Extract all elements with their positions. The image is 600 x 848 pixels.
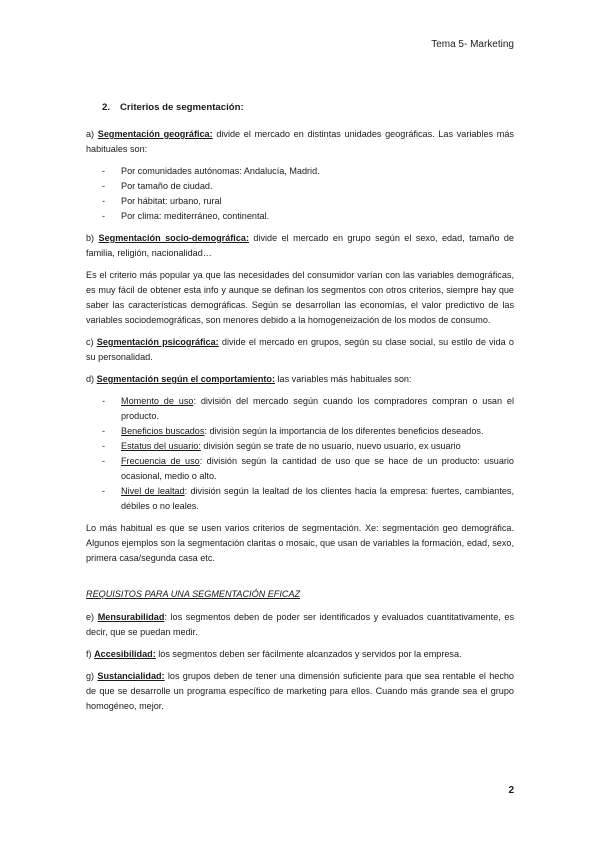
requisito-e-term: Mensurabilidad (97, 612, 165, 622)
list-item: - Por tamaño de ciudad. (86, 179, 514, 194)
requisito-e-text: : los segmentos deben de poder ser identificados y evaluados cuantitativamente, es decir, que se puedan medir. (86, 612, 514, 637)
criterion-a (86, 127, 514, 157)
criterion-d-list (86, 394, 514, 514)
list-item (86, 394, 514, 424)
criterion-d (86, 372, 514, 387)
document-body (86, 100, 514, 721)
criterion-b (86, 231, 514, 261)
criterion-c (86, 335, 514, 365)
list-item (86, 424, 514, 439)
criterion-a-term: Segmentación geográfica: (97, 129, 213, 139)
list-item-text: división según se trate de no usuario, nuevo usuario, ex usuario (200, 441, 461, 451)
list-item-text: : división según la cantidad de uso que se hace de un producto: usuario ocasional, medio o alto. (121, 456, 514, 481)
page-header: Tema 5- Marketing (431, 39, 514, 50)
list-item (86, 484, 514, 514)
criterion-d-prefix: d) (86, 374, 97, 384)
requisito-g-text: los grupos deben de tener una dimensión suficiente para que sea rentable el hecho de que se desarrolle un programa específico de marketing para ellos. Cuando más grande sea el grupo homogéneo, mejor. (86, 671, 514, 711)
criterion-d-text: las variables más habituales son: (275, 374, 412, 384)
list-item: - Por clima: mediterráneo, continental. (86, 209, 514, 224)
list-item-text: : división del mercado según cuando los compradores compran o usan el producto. (121, 396, 514, 421)
criterion-d-paragraph: Lo más habitual es que se usen varios criterios de segmentación. Xe: segmentación geo demográfica. Algunos ejemplos son la segmentación claritas o mosaic, que usan de variables la formación, edad, sexo, primera casa/segunda casa etc. (86, 523, 514, 563)
list-item-term: Beneficios buscados (121, 426, 205, 436)
section-title-text: Criterios de segmentación: (120, 102, 244, 113)
criterion-a-prefix: a) (86, 129, 98, 139)
criterion-d-term: Segmentación según el comportamiento: (96, 374, 275, 384)
list-item-term: Nivel de lealtad (121, 486, 185, 496)
criterion-c-term: Segmentación psicográfica: (96, 337, 219, 347)
list-item-term: Frecuencia de uso (121, 456, 200, 466)
section-title (102, 100, 514, 115)
list-item (86, 454, 514, 484)
requisito-e-prefix: e) (86, 612, 98, 622)
requisito-g (86, 669, 514, 714)
list-item-term: Estatus del usuario: (121, 441, 201, 451)
requisito-f-term: Accesibilidad: (94, 649, 156, 659)
requisito-f (86, 647, 514, 662)
criterion-c-text: divide el mercado en grupos, según su clase social, su estilo de vida o su personalidad. (86, 337, 514, 362)
list-item (86, 439, 514, 454)
requisito-e (86, 610, 514, 640)
criterion-b-term: Segmentación socio-demográfica: (98, 233, 249, 243)
list-item-term: Momento de uso (121, 396, 194, 406)
list-item-text: : división según la importancia de los diferentes beneficios deseados. (204, 426, 484, 436)
list-item-text: : división según la lealtad de los clientes hacia la empresa: fuertes, cambiantes, débiles o no leales. (121, 486, 514, 511)
criterion-a-text: divide el mercado en distintas unidades geográficas. Las variables más habituales son: (86, 129, 514, 154)
criterion-b-text: divide el mercado en grupo según el sexo, edad, tamaño de familia, religión, nacionalidad… (86, 233, 514, 258)
criterion-a-list (86, 164, 514, 224)
requisito-g-term: Sustancialidad: (97, 671, 165, 681)
requisito-f-text: los segmentos deben ser fácilmente alcanzados y servidos por la empresa. (155, 649, 462, 659)
requisito-g-prefix: g) (86, 671, 98, 681)
page-number: 2 (508, 785, 514, 796)
section-number: 2. (102, 102, 111, 113)
criterion-b-paragraph: Es el criterio más popular ya que las necesidades del consumidor varían con las variables demográficas, es muy fácil de obtener esta info y aunque se definan los segmentos con otros criterios, siempre hay que saber las características demográficas. Según se desarrollan las economías, el valor predictivo de las variables sociodemográficas, son menores debido a la homogeneización de los modos de consumo. (86, 270, 514, 325)
list-item: - Por hábitat: urbano, rural (86, 194, 514, 209)
requisitos-heading: REQUISITOS PARA UNA SEGMENTACIÓN EFICAZ (86, 589, 301, 599)
requisito-f-prefix: f) (86, 649, 95, 659)
criterion-b-prefix: b) (86, 233, 99, 243)
criterion-c-prefix: c) (86, 337, 97, 347)
list-item: - Por comunidades autónomas: Andalucía, Madrid. (86, 164, 514, 179)
